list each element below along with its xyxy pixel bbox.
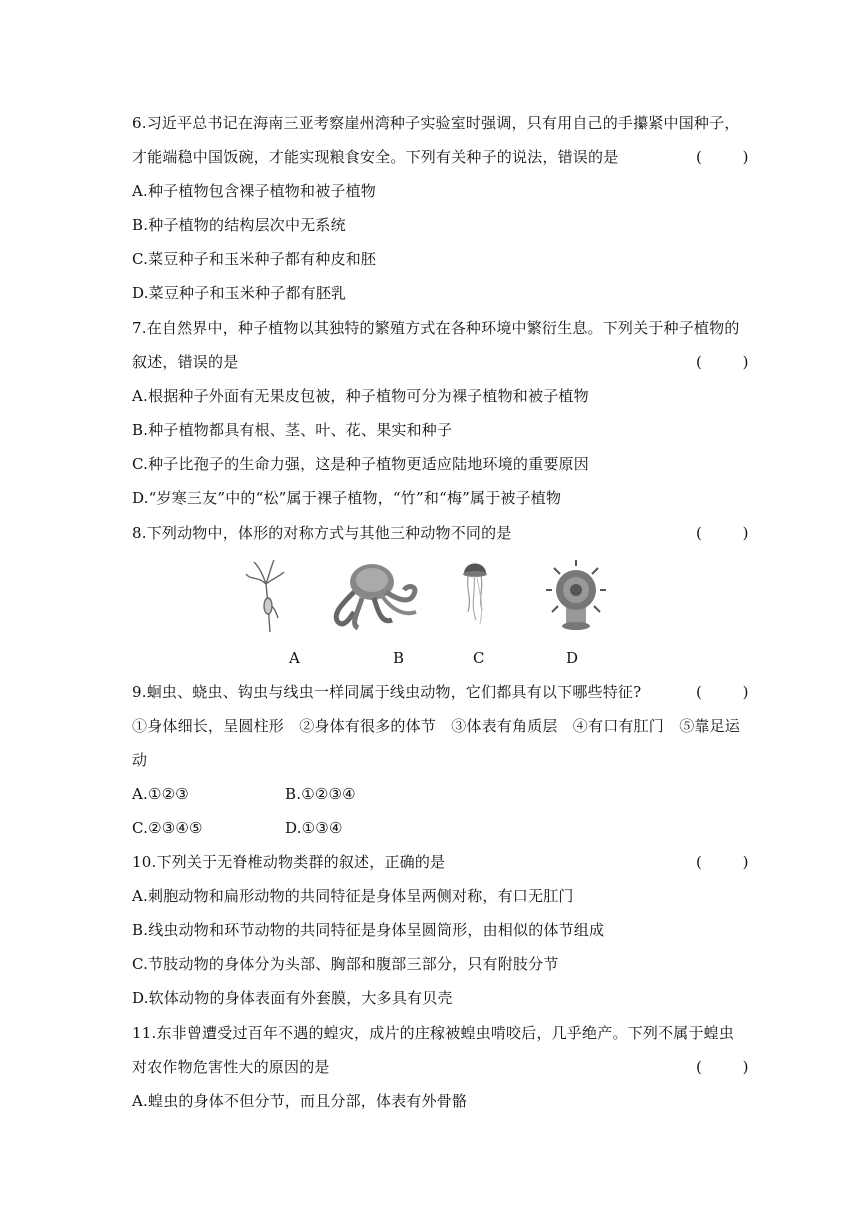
q10-stem: 10.下列关于无脊椎动物类群的叙述，正确的是 <box>132 853 446 871</box>
q7-stem-line1: 7.在自然界中，种子植物以其独特的繁殖方式在各种环境中繁衍生息。下列关于种子植物的 <box>132 319 740 337</box>
q7-option-c: C.种子比孢子的生命力强，这是种子植物更适应陆地环境的重要原因 <box>132 455 589 473</box>
q6-option-d: D.菜豆种子和玉米种子都有胚乳 <box>132 284 347 302</box>
q9-option-a: A.①②③ <box>132 785 189 803</box>
q11-option-a: A.蝗虫的身体不但分节，而且分部，体表有外骨骼 <box>132 1092 468 1110</box>
q10-option-d: D.软体动物的身体表面有外套膜，大多具有贝壳 <box>132 989 453 1007</box>
q7-answer-paren[interactable]: ( ) <box>696 353 767 371</box>
q10-answer-paren[interactable]: ( ) <box>696 853 767 871</box>
q7-stem-line2: 叙述，错误的是 <box>132 353 239 371</box>
q6-option-a: A.种子植物包含裸子植物和被子植物 <box>132 182 377 200</box>
q11-answer-paren[interactable]: ( ) <box>696 1058 767 1076</box>
q8-label-b: B <box>393 649 405 667</box>
q6-option-b: B.种子植物的结构层次中无系统 <box>132 216 346 234</box>
q9-features-line2: 动 <box>132 751 148 769</box>
q7-option-b: B.种子植物都具有根、茎、叶、花、果实和种子 <box>132 421 453 439</box>
hydra-image <box>246 560 284 632</box>
q8-stem: 8.下列动物中，体形的对称方式与其他三种动物不同的是 <box>132 524 512 542</box>
q9-option-d: D.①③④ <box>285 819 343 837</box>
q9-answer-paren[interactable]: ( ) <box>696 683 767 701</box>
q8-label-a: A <box>289 649 300 667</box>
octopus-image <box>336 564 416 628</box>
q9-stem: 9.蛔虫、蛲虫、钩虫与线虫一样同属于线虫动物，它们都具有以下哪些特征? <box>132 683 642 701</box>
sea-anemone-image <box>546 560 606 630</box>
q9-option-b: B.①②③④ <box>285 785 356 803</box>
q7-option-a: A.根据种子外面有无果皮包被，种子植物可分为裸子植物和被子植物 <box>132 387 589 405</box>
q10-option-a: A.刺胞动物和扁形动物的共同特征是身体呈两侧对称，有口无肛门 <box>132 887 574 905</box>
q8-answer-paren[interactable]: ( ) <box>696 524 767 542</box>
q7-option-d: D.“岁寒三友”中的“松”属于裸子植物，“竹”和“梅”属于被子植物 <box>132 489 562 507</box>
q8-label-d: D <box>566 649 579 667</box>
q11-stem-line2: 对农作物危害性大的原因的是 <box>132 1058 330 1076</box>
q6-stem-line2: 才能端稳中国饭碗，才能实现粮食安全。下列有关种子的说法，错误的是 <box>132 148 619 166</box>
q10-option-c: C.节肢动物的身体分为头部、胸部和腹部三部分，只有附肢分节 <box>132 955 559 973</box>
q11-stem-line1: 11.东非曾遭受过百年不遇的蝗灾，成片的庄稼被蝗虫啃咬后，几乎绝产。下列不属于蝗虫 <box>132 1024 735 1042</box>
jellyfish-image <box>463 564 487 625</box>
q6-answer-paren[interactable]: ( ) <box>696 148 767 166</box>
q8-label-c: C <box>473 649 485 667</box>
q9-features-line1: ①身体细长，呈圆柱形 ②身体有很多的体节 ③体表有角质层 ④有口有肛门 ⑤靠足运 <box>132 717 741 735</box>
q8-animal-figure <box>232 554 632 638</box>
q9-option-c: C.②③④⑤ <box>132 819 203 837</box>
q6-stem-line1: 6.习近平总书记在海南三亚考察崖州湾种子实验室时强调，只有用自己的手攥紧中国种子， <box>132 114 740 132</box>
q10-option-b: B.线虫动物和环节动物的共同特征是身体呈圆筒形，由相似的体节组成 <box>132 921 605 939</box>
q6-option-c: C.菜豆种子和玉米种子都有种皮和胚 <box>132 250 377 268</box>
